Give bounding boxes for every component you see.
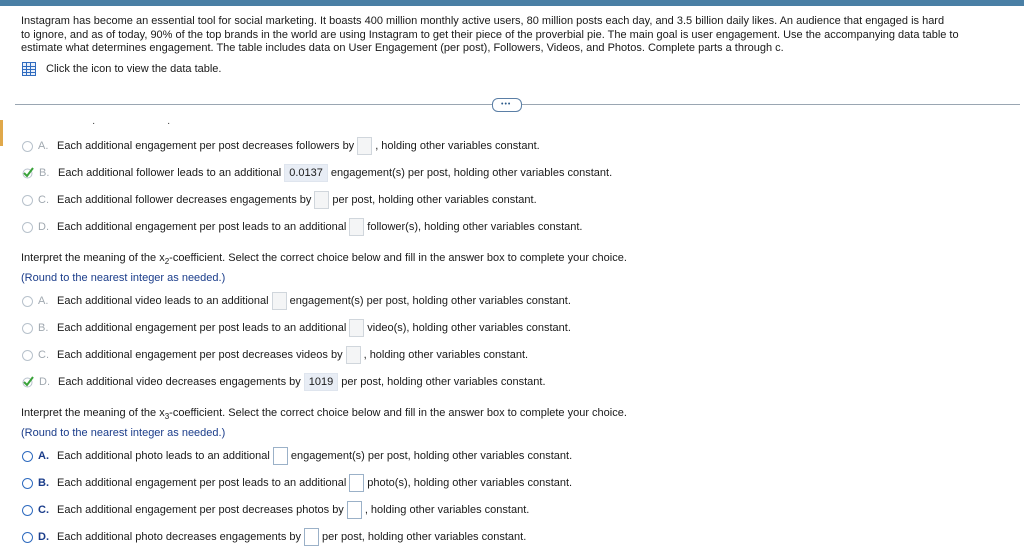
problem-statement [21, 15, 1006, 56]
radio-icon[interactable] [22, 195, 33, 206]
option-text-pre: Each additional video decreases engagements by [58, 375, 301, 388]
q2-option-c[interactable] [22, 345, 528, 365]
option-letter: D. [39, 376, 50, 388]
option-text-pre: Each additional engagement per post leads to an additional [57, 321, 347, 334]
q1-option-c[interactable] [22, 190, 537, 210]
option-text-pre: Each additional engagement per post decreases videos by [57, 348, 343, 361]
option-letter: A. [38, 450, 49, 462]
q3-rounding-note: (Round to the nearest integer as needed.) [21, 427, 226, 440]
q2-prompt [21, 250, 627, 286]
option-letter: A. [38, 140, 49, 152]
option-text-post: per post, holding other variables constant. [341, 375, 546, 388]
option-text-post: engagement(s) per post, holding other variables constant. [330, 166, 613, 179]
option-letter: D. [38, 221, 49, 233]
prompt-sub: 2 [164, 257, 170, 267]
option-text [57, 528, 526, 546]
option-text-post: , holding other variables constant. [363, 348, 529, 361]
option-letter: B. [39, 167, 50, 179]
answer-box[interactable] [357, 137, 372, 155]
data-table-link[interactable] [22, 62, 221, 76]
prompt-post: -coefficient. Select the correct choice below and fill in the answer box to complete your choice. [169, 407, 627, 419]
intro-line-2: to ignore, and as of today, 90% of the top brands in the world are using Instagram to get their piece of the proverbial pie. The main goal is user engagement. Use the accompanying data table to [21, 28, 959, 41]
q3-option-b[interactable] [22, 473, 572, 493]
option-text-pre: Each additional engagement per post decreases photos by [57, 503, 344, 516]
option-text-pre: Each additional photo decreases engagements by [57, 530, 302, 543]
data-table-label[interactable]: Click the icon to view the data table. [46, 63, 222, 75]
top-accent-bar [0, 0, 1024, 6]
option-text-post: photo(s), holding other variables constant. [367, 476, 573, 489]
option-text-pre: Each additional engagement per post leads to an additional [57, 476, 347, 489]
option-text [58, 164, 612, 182]
answer-box[interactable] [314, 191, 329, 209]
radio-icon[interactable] [22, 451, 33, 462]
correct-check-icon [22, 376, 34, 388]
option-text-post: , holding other variables constant. [375, 139, 540, 152]
option-text-pre: Each additional follower leads to an additional [58, 166, 282, 179]
option-text [57, 218, 583, 236]
q3-option-a[interactable] [22, 446, 572, 466]
option-text [57, 346, 528, 364]
option-text-pre: Each additional follower decreases engagements by [57, 193, 312, 206]
q1-option-a[interactable] [22, 136, 540, 156]
q2-rounding-note: (Round to the nearest integer as needed.) [21, 272, 226, 285]
option-text [57, 319, 571, 337]
radio-icon[interactable] [22, 505, 33, 516]
option-text-pre: Each additional engagement per post decreases followers by [57, 139, 355, 152]
correct-check-icon [22, 167, 34, 179]
radio-icon[interactable] [22, 532, 33, 543]
radio-icon[interactable] [22, 141, 33, 152]
q1-option-b[interactable] [22, 163, 612, 183]
option-text [57, 292, 571, 310]
answer-value: 1019 [304, 373, 338, 391]
option-letter: B. [38, 477, 49, 489]
q3-option-c[interactable] [22, 500, 529, 520]
radio-icon[interactable] [22, 350, 33, 361]
option-letter: B. [38, 322, 49, 334]
answer-value: 0.0137 [284, 164, 328, 182]
option-text-pre: Each additional video leads to an additional [57, 294, 269, 307]
prompt-pre: Interpret the meaning of the x [21, 252, 165, 264]
option-text-post: engagement(s) per post, holding other variables constant. [290, 449, 573, 462]
more-icon: ••• [501, 101, 512, 108]
prompt-pre: Interpret the meaning of the x [21, 407, 165, 419]
option-text-pre: Each additional engagement per post leads to an additional [57, 220, 347, 233]
option-letter: A. [38, 295, 49, 307]
option-text [57, 447, 572, 465]
answer-box[interactable] [304, 528, 319, 546]
q2-option-d[interactable] [22, 372, 546, 392]
truncated-mark: · [167, 118, 171, 129]
q3-option-d[interactable] [22, 527, 526, 547]
answer-box[interactable] [347, 501, 362, 519]
answer-box[interactable] [273, 447, 288, 465]
option-text-post: video(s), holding other variables constant. [367, 321, 571, 334]
truncated-mark: · [92, 118, 96, 129]
q1-option-d[interactable] [22, 217, 583, 237]
prompt-post: -coefficient. Select the correct choice below and fill in the answer box to complete your choice. [169, 252, 627, 264]
q3-prompt [21, 405, 627, 441]
q2-option-a[interactable] [22, 291, 571, 311]
answer-box[interactable] [349, 319, 364, 337]
q2-prompt-text [21, 250, 627, 270]
left-progress-marker [0, 120, 3, 146]
expand-toggle-button[interactable] [492, 98, 522, 112]
option-text-post: per post, holding other variables constant. [332, 193, 537, 206]
q3-prompt-text [21, 405, 627, 425]
option-text [58, 373, 546, 391]
option-text [57, 501, 529, 519]
radio-icon[interactable] [22, 478, 33, 489]
answer-box[interactable] [272, 292, 287, 310]
intro-line-1: Instagram has become an essential tool for social marketing. It boasts 400 million monthly active users, 80 million posts each day, and 3.5 billion daily likes. An audience that engaged is hard [21, 15, 945, 27]
prompt-sub: 3 [164, 412, 170, 422]
option-text-post: engagement(s) per post, holding other variables constant. [289, 294, 571, 307]
answer-box[interactable] [349, 474, 364, 492]
option-text [57, 191, 537, 209]
option-text [57, 137, 540, 155]
option-text [57, 474, 572, 492]
option-letter: C. [38, 504, 49, 516]
answer-box[interactable] [349, 218, 364, 236]
data-table-icon[interactable] [22, 62, 36, 76]
radio-icon[interactable] [22, 323, 33, 334]
answer-box[interactable] [346, 346, 361, 364]
q2-option-b[interactable] [22, 318, 571, 338]
option-text-post: follower(s), holding other variables constant. [367, 220, 583, 233]
intro-line-3: estimate what determines engagement. The table includes data on User Engagement (per post), Followers, Videos, and Photos. Complete parts a through c. [21, 42, 784, 54]
option-letter: C. [38, 349, 49, 361]
option-letter: C. [38, 194, 49, 206]
option-text-post: , holding other variables constant. [364, 503, 530, 516]
option-text-pre: Each additional photo leads to an additional [57, 449, 270, 462]
radio-icon[interactable] [22, 222, 33, 233]
radio-icon[interactable] [22, 296, 33, 307]
option-text-post: per post, holding other variables constant. [322, 530, 527, 543]
option-letter: D. [38, 531, 49, 543]
